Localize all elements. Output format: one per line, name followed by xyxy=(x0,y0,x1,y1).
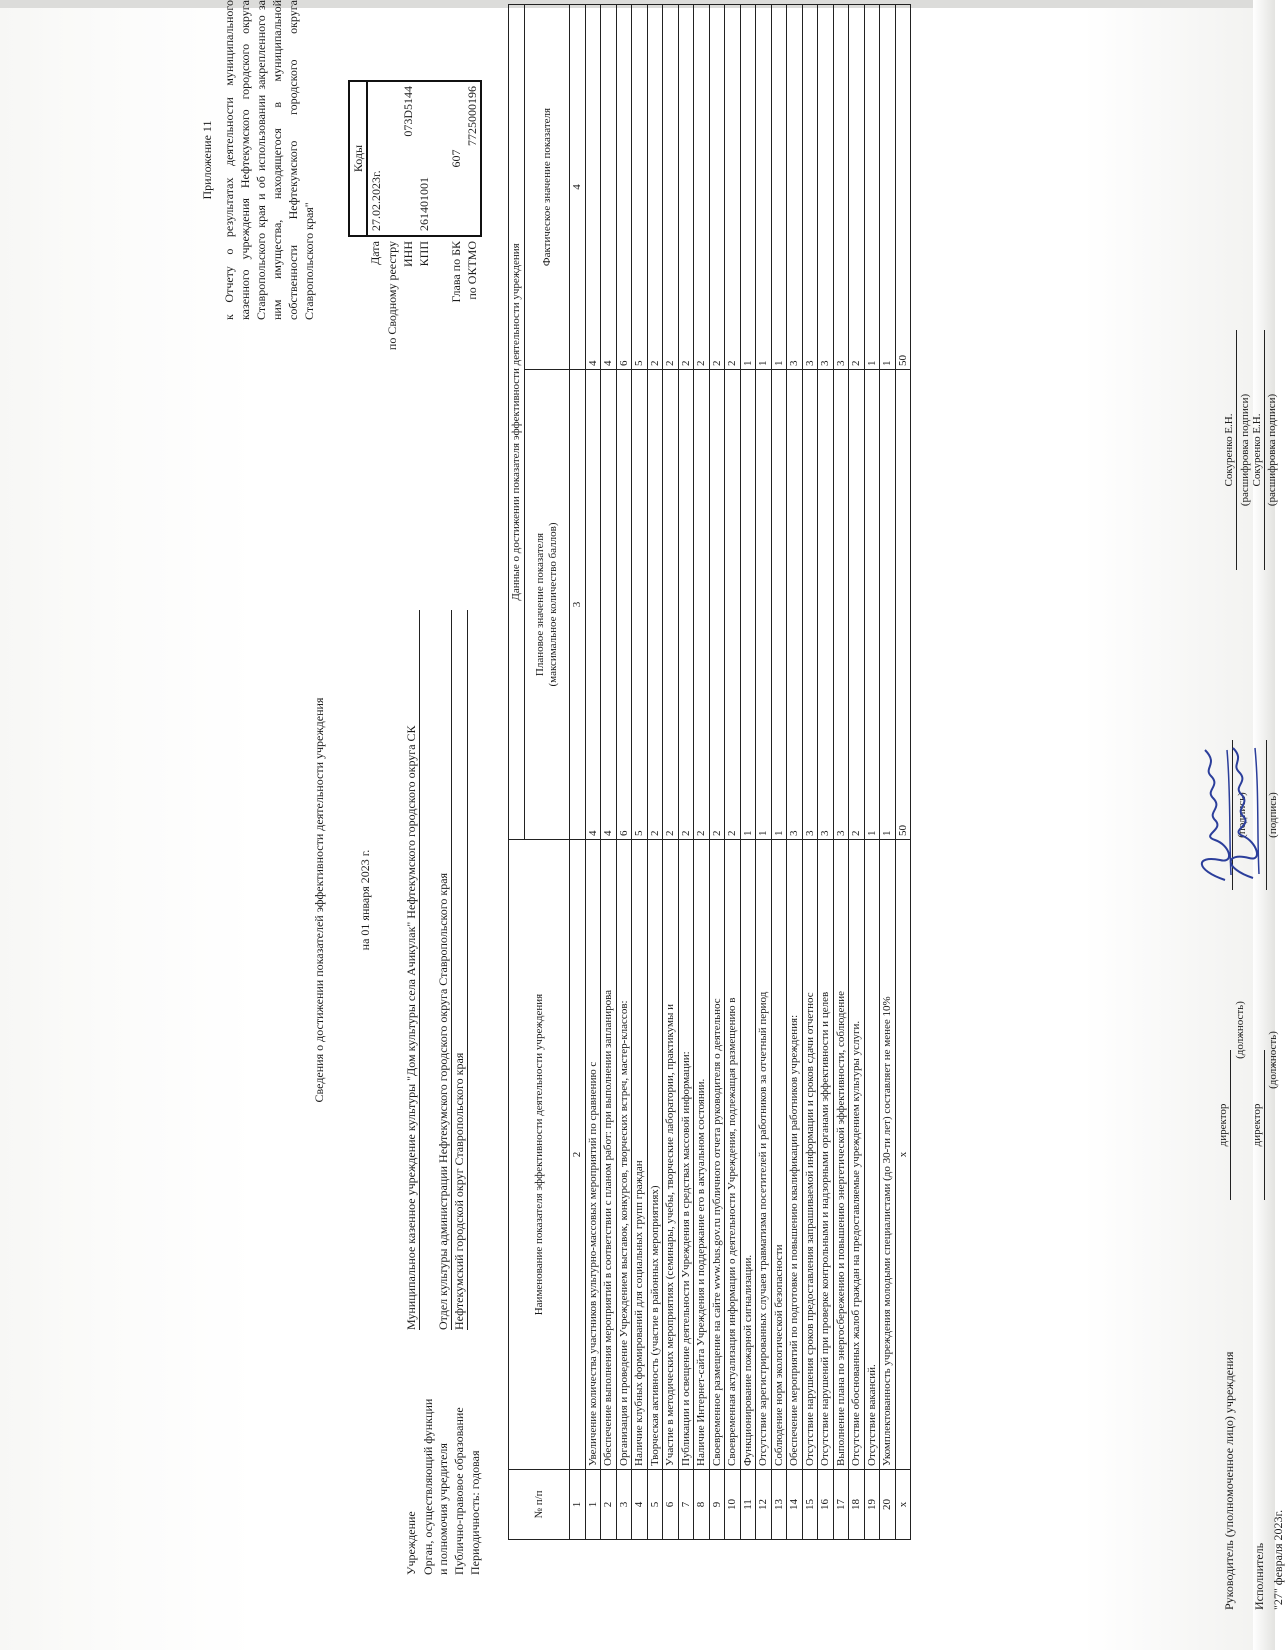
row-plan-value: 4 xyxy=(601,370,617,840)
municipality-value: Нефтекумский городской округ Ставропольского края xyxy=(452,610,468,1330)
row-indicator-name: Соблюдение норм экологической безопасности xyxy=(771,840,787,1470)
row-number: 20 xyxy=(880,1470,896,1540)
report-date: на 01 января 2023 г. xyxy=(358,849,372,951)
row-indicator-name: Увеличение количества участников культурно-массовых мероприятий по сравнению с xyxy=(585,840,601,1470)
head-name: Сокуренко Е.Н. xyxy=(1223,413,1235,487)
row-fact-value: 1 xyxy=(771,4,787,369)
col-header-plan-1: Плановое значение показателя xyxy=(533,532,546,677)
row-plan-value: 2 xyxy=(694,370,710,840)
row-number: x xyxy=(895,1470,911,1540)
row-fact-value: 2 xyxy=(647,4,663,369)
row-number: 9 xyxy=(709,1470,725,1540)
codes-value-oktmo: 7725000196 xyxy=(464,81,481,236)
row-plan-value: 3 xyxy=(802,370,818,840)
col-number-1: 1 xyxy=(570,1470,586,1540)
appendix-title: Приложение 11 xyxy=(200,120,214,200)
row-fact-value: 1 xyxy=(864,4,880,369)
report-title: Сведения о достижении показателей эффективности деятельности учреждения xyxy=(312,697,326,1103)
founder-label-2: и полномочия учредителя xyxy=(436,1443,450,1575)
col-number-3: 3 xyxy=(570,370,586,840)
row-fact-value: 3 xyxy=(787,4,803,369)
executor-position-line xyxy=(1264,1050,1265,1200)
row-plan-value: 3 xyxy=(833,370,849,840)
row-number: 6 xyxy=(663,1470,679,1540)
row-fact-value: 50 xyxy=(895,4,911,369)
row-plan-value: 50 xyxy=(895,370,911,840)
row-indicator-name: Обеспечение мероприятий по подготовке и повышению квалификации работников учреждения: xyxy=(787,840,803,1470)
head-label: Руководитель (уполномоченное лицо) учреждения xyxy=(1222,1351,1236,1610)
row-number: 14 xyxy=(787,1470,803,1540)
row-indicator-name: Выполнение плана по энергосбережению и повышению энергетической эффективности, соблюдение xyxy=(833,840,849,1470)
row-indicator-name: Своевременное размещение на сайте www.bus.gov.ru публичного отчета руководителя о деятельнос xyxy=(709,840,725,1470)
report-signed-date: "27" февраля 2023г. xyxy=(1271,1509,1285,1610)
row-indicator-name: Обеспечение выполнения мероприятий в соответствии с планом работ: при выполнении запланирова xyxy=(601,840,617,1470)
row-plan-value: 2 xyxy=(709,370,725,840)
executor-name: Сокуренко Е.Н. xyxy=(1251,413,1263,487)
row-number: 2 xyxy=(601,1470,617,1540)
row-number: 17 xyxy=(833,1470,849,1540)
row-plan-value: 2 xyxy=(849,370,865,840)
codes-value-inn: 073D5144 xyxy=(400,81,416,236)
row-indicator-name: Укомплектованность учреждения молодыми специалистами (до 30-ти лет) составляет не менее 10% xyxy=(880,840,896,1470)
row-number: 15 xyxy=(802,1470,818,1540)
row-fact-value: 2 xyxy=(709,4,725,369)
row-indicator-name: Творческая активность (участие в районных мероприятиях) xyxy=(647,840,663,1470)
row-number: 8 xyxy=(694,1470,710,1540)
executor-label: Исполнитель xyxy=(1252,1542,1266,1610)
codes-label-inn: ИНН xyxy=(400,241,415,267)
row-number: 3 xyxy=(616,1470,632,1540)
founder-label-1: Орган, осуществляющий функции xyxy=(421,1398,435,1575)
row-number: 7 xyxy=(678,1470,694,1540)
row-plan-value: 2 xyxy=(647,370,663,840)
row-fact-value: 2 xyxy=(678,4,694,369)
row-indicator-name: Публикации и освещение деятельности Учреждения в средствах массовой информации: xyxy=(678,840,694,1470)
head-position: директор xyxy=(1217,1103,1229,1147)
row-indicator-name: Функционирование пожарной сигнализации. xyxy=(740,840,756,1470)
row-fact-value: 2 xyxy=(725,4,741,369)
col-header-plan-2: (максимальное количество баллов) xyxy=(546,522,559,687)
executor-signature-caption: (подпись) xyxy=(1267,792,1279,838)
executor-signature-image xyxy=(1215,740,1270,890)
col-header-name: Наименование показателя эффективности деятельности учреждения xyxy=(509,840,570,1470)
row-fact-value: 1 xyxy=(756,4,772,369)
codes-header: Коды xyxy=(349,81,367,236)
row-indicator-name: Отсутствие нарушения сроков предоставления запрашиваемой информации и сроков сдачи отчетнос xyxy=(802,840,818,1470)
row-fact-value: 2 xyxy=(694,4,710,369)
periodicity: Периодичность: годовая xyxy=(468,1450,482,1575)
head-signature-caption: (подпись) xyxy=(1236,792,1248,838)
row-fact-value: 3 xyxy=(818,4,834,369)
row-indicator-name: Отсутствие обоснованных жалоб граждан на предоставляемые учреждением культуры услуги. xyxy=(849,840,865,1470)
codes-value-kpp: 261401001 xyxy=(416,81,432,236)
row-plan-value: 2 xyxy=(663,370,679,840)
appendix-text: к Отчету о результатах деятельности муниципального казенного учреждения Нефтекумского городского округа Ставропольского края и об использовании закрепленного за ним имущества, находящегося в муниципальной собственности Нефтекумского городского округа Ставропольского края" xyxy=(222,0,316,320)
row-plan-value: 6 xyxy=(616,370,632,840)
row-indicator-name: Отсутствие зарегистрированных случаев травматизма посетителей и работников за отчетный период xyxy=(756,840,772,1470)
row-fact-value: 2 xyxy=(663,4,679,369)
row-number: 12 xyxy=(756,1470,772,1540)
row-plan-value: 3 xyxy=(787,370,803,840)
codes-label-kpp: КПП xyxy=(416,241,431,267)
row-number: 19 xyxy=(864,1470,880,1540)
row-fact-value: 2 xyxy=(849,4,865,369)
row-fact-value: 4 xyxy=(601,4,617,369)
col-number-2: 2 xyxy=(570,840,586,1470)
founder-value: Отдел культуры администрации Нефтекумского городского округа Ставропольского края xyxy=(436,610,452,1330)
row-fact-value: 4 xyxy=(585,4,601,369)
row-indicator-name: Участие в методических мероприятиях (семинары, учебы, творческие лаборатории, практикумы и xyxy=(663,840,679,1470)
executor-name-caption: (расшифровка подписи) xyxy=(1266,393,1278,507)
row-number: 4 xyxy=(632,1470,648,1540)
codes-label-registry: по Сводному реестру xyxy=(384,241,399,351)
col-header-fact: Фактическое значение показателя xyxy=(524,4,569,369)
row-plan-value: 2 xyxy=(725,370,741,840)
executor-position-caption: (должность) xyxy=(1267,1031,1279,1089)
row-number: 11 xyxy=(740,1470,756,1540)
codes-label-date: Дата xyxy=(368,241,382,265)
executor-position: директор xyxy=(1251,1103,1263,1147)
row-indicator-name: Наличие Интернет-сайта Учреждения и поддержание его в актуальном состоянии. xyxy=(694,840,710,1470)
head-position-caption: (должность) xyxy=(1234,1001,1246,1059)
col-number-4: 4 xyxy=(570,4,586,369)
row-fact-value: 6 xyxy=(616,4,632,369)
row-plan-value: 4 xyxy=(585,370,601,840)
row-indicator-name: Наличие клубных формирований для социальных групп граждан xyxy=(632,840,648,1470)
row-fact-value: 1 xyxy=(880,4,896,369)
codes-label-oktmo: по ОКТМО xyxy=(465,241,479,300)
row-indicator-name: Организация и проведение Учреждением выставок, конкурсов, творческих встреч, мастер-классов: xyxy=(616,840,632,1470)
head-name-caption: (расшифровка подписи) xyxy=(1239,393,1251,507)
row-plan-value: 1 xyxy=(880,370,896,840)
row-number: 1 xyxy=(585,1470,601,1540)
row-number: 18 xyxy=(849,1470,865,1540)
col-header-num: № п/п xyxy=(509,1470,570,1540)
row-plan-value: 1 xyxy=(864,370,880,840)
row-fact-value: 3 xyxy=(833,4,849,369)
row-fact-value: 1 xyxy=(740,4,756,369)
row-plan-value: 1 xyxy=(771,370,787,840)
row-indicator-name: Отсутствие нарушений при проверке контрольными и надзорными органами эффективности и целев xyxy=(818,840,834,1470)
codes-value-bk: 607 xyxy=(448,81,464,236)
row-number: 16 xyxy=(818,1470,834,1540)
municipality-label: Публично-правовое образование xyxy=(452,1407,466,1575)
row-number: 13 xyxy=(771,1470,787,1540)
codes-label-bk: Глава по БК xyxy=(448,241,463,303)
row-fact-value: 5 xyxy=(632,4,648,369)
row-number: 10 xyxy=(725,1470,741,1540)
row-fact-value: 3 xyxy=(802,4,818,369)
row-plan-value: 5 xyxy=(632,370,648,840)
col-header-group: Данные о достижении показателя эффективности деятельности учреждения xyxy=(509,4,525,839)
row-plan-value: 1 xyxy=(756,370,772,840)
institution-label: Учреждение xyxy=(404,1511,418,1575)
institution-value: Муниципальное казенное учреждение культуры "Дом культуры села Ачикулак" Нефтекумского городского округа СК xyxy=(404,610,420,1330)
row-plan-value: 3 xyxy=(818,370,834,840)
row-plan-value: 1 xyxy=(740,370,756,840)
row-indicator-name: Своевременная актуализация информации о деятельности Учреждения, подлежащая размещению в xyxy=(725,840,741,1470)
row-number: 5 xyxy=(647,1470,663,1540)
row-indicator-name: x xyxy=(895,840,911,1470)
codes-value-date: 27.02.2023г. xyxy=(367,81,384,236)
row-plan-value: 2 xyxy=(678,370,694,840)
row-indicator-name: Отсутствие вакансий. xyxy=(864,840,880,1470)
